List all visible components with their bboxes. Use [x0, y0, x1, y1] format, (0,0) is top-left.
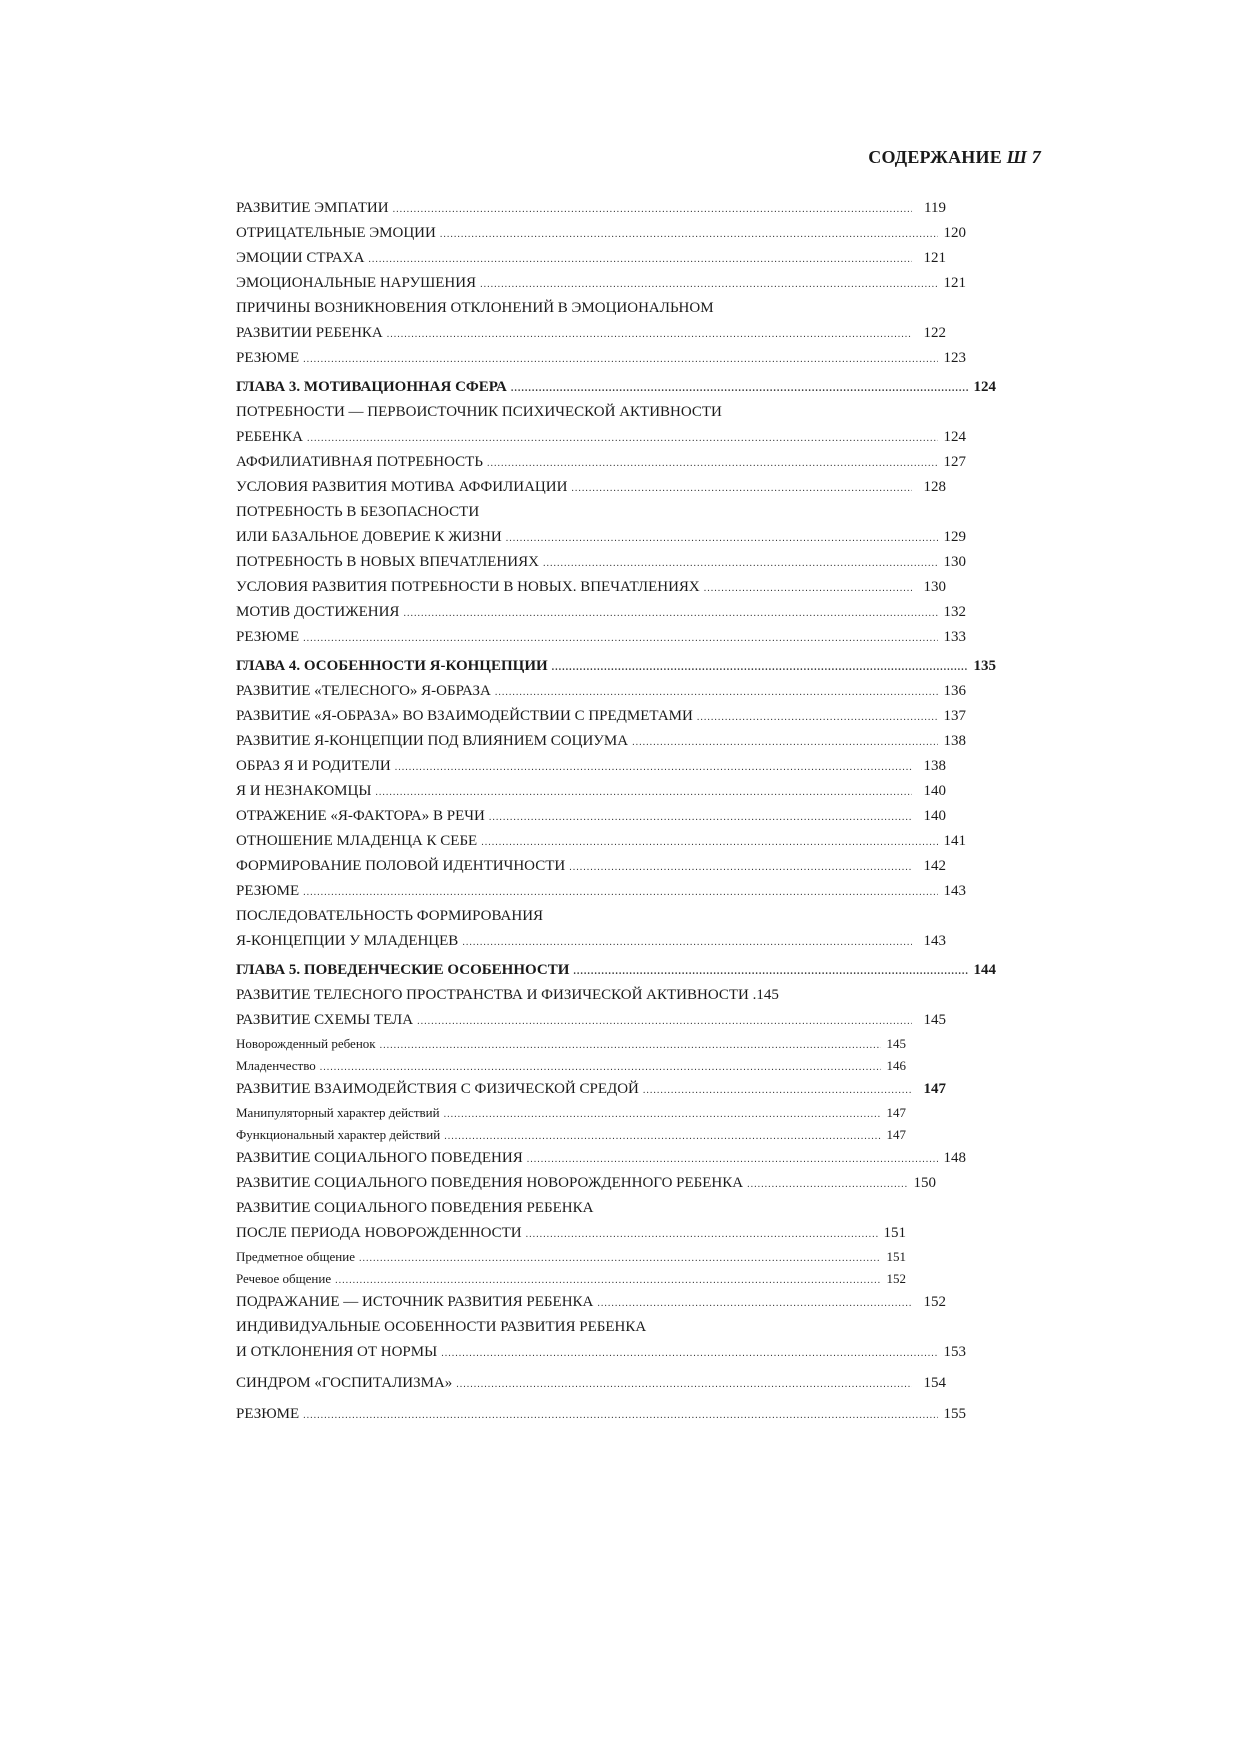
toc-entry: РАЗВИТИЕ «Я-ОБРАЗА» ВО ВЗАИМОДЕЙСТВИИ С ПРЕДМЕТАМИ ..... 137 — [236, 704, 966, 729]
toc-entry: ЭМОЦИОНАЛЬНЫЕ НАРУШЕНИЯ ..... 121 — [236, 271, 966, 296]
toc-subentry: Манипуляторный характер действий ..... 147 — [236, 1102, 906, 1124]
toc-entry: ОТНОШЕНИЕ МЛАДЕНЦА К СЕБЕ ..... 141 — [236, 829, 966, 854]
toc-entry: УСЛОВИЯ РАЗВИТИЯ МОТИВА АФФИЛИАЦИИ ..... 128 — [236, 475, 946, 500]
toc-entry: УСЛОВИЯ РАЗВИТИЯ ПОТРЕБНОСТИ В НОВЫХ. ВПЕЧАТЛЕНИЯХ ..... 130 — [236, 575, 946, 600]
toc-entry: РЕЗЮМЕ ..... 133 — [236, 625, 966, 650]
toc-entry: Я-КОНЦЕПЦИИ У МЛАДЕНЦЕВ ..... 143 — [236, 929, 946, 954]
toc-entry-line: РАЗВИТИЕ СОЦИАЛЬНОГО ПОВЕДЕНИЯ РЕБЕНКА — [236, 1200, 594, 1216]
toc-entry-line: ПРИЧИНЫ ВОЗНИКНОВЕНИЯ ОТКЛОНЕНИЙ В ЭМОЦИОНАЛЬНОМ — [236, 300, 714, 316]
toc-entry-line: ПОТРЕБНОСТИ — ПЕРВОИСТОЧНИК ПСИХИЧЕСКОЙ АКТИВНОСТИ — [236, 404, 722, 420]
toc-entry: РАЗВИТИЕ СХЕМЫ ТЕЛА ..... 145 — [236, 1008, 946, 1033]
table-of-contents — [236, 196, 996, 1427]
toc-chapter: ГЛАВА 5. ПОВЕДЕНЧЕСКИЕ ОСОБЕННОСТИ ..... 144 — [236, 958, 996, 983]
toc-entry: ПОСЛЕ ПЕРИОДА НОВОРОЖДЕННОСТИ ..... 151 — [236, 1221, 906, 1246]
toc-entry: ИЛИ БАЗАЛЬНОЕ ДОВЕРИЕ К ЖИЗНИ ..... 129 — [236, 525, 966, 550]
running-header — [868, 147, 1041, 168]
toc-entry: РАЗВИТИЕ СОЦИАЛЬНОГО ПОВЕДЕНИЯ НОВОРОЖДЕННОГО РЕБЕНКА ..... 150 — [236, 1171, 936, 1196]
toc-entry: РЕЗЮМЕ ..... 123 — [236, 346, 966, 371]
toc-subentry: Младенчество ..... 146 — [236, 1055, 906, 1077]
toc-entry: РАЗВИТИИ РЕБЕНКА ..... 122 — [236, 321, 946, 346]
toc-subentry: Функциональный характер действий ..... 147 — [236, 1124, 906, 1146]
toc-entry: РЕБЕНКА ..... 124 — [236, 425, 966, 450]
toc-subentry: Предметное общение ..... 151 — [236, 1246, 906, 1268]
toc-entry: Я И НЕЗНАКОМЦЫ ..... 140 — [236, 779, 946, 804]
toc-entry-line: ПОСЛЕДОВАТЕЛЬНОСТЬ ФОРМИРОВАНИЯ — [236, 908, 544, 924]
toc-entry-line: РАЗВИТИЕ ТЕЛЕСНОГО ПРОСТРАНСТВА И ФИЗИЧЕСКОЙ АКТИВНОСТИ .145 — [236, 987, 779, 1003]
toc-entry: СИНДРОМ «ГОСПИТАЛИЗМА» ..... 154 — [236, 1371, 946, 1396]
toc-entry: РАЗВИТИЕ «ТЕЛЕСНОГО» Я-ОБРАЗА ..... 136 — [236, 679, 966, 704]
toc-entry: ФОРМИРОВАНИЕ ПОЛОВОЙ ИДЕНТИЧНОСТИ ..... 142 — [236, 854, 946, 879]
header-page-marker: Ш 7 — [1006, 147, 1041, 167]
toc-entry: ОБРАЗ Я И РОДИТЕЛИ ..... 138 — [236, 754, 946, 779]
toc-entry-line: ИНДИВИДУАЛЬНЫЕ ОСОБЕННОСТИ РАЗВИТИЯ РЕБЕНКА — [236, 1319, 647, 1335]
toc-entry: РЕЗЮМЕ ..... 143 — [236, 879, 966, 904]
toc-entry: РАЗВИТИЕ СОЦИАЛЬНОГО ПОВЕДЕНИЯ ..... 148 — [236, 1146, 966, 1171]
toc-entry: ПОДРАЖАНИЕ — ИСТОЧНИК РАЗВИТИЯ РЕБЕНКА ..... 152 — [236, 1290, 946, 1315]
toc-entry: РАЗВИТИЕ ЭМПАТИИ ..... 119 — [236, 196, 946, 221]
toc-entry: РАЗВИТИЕ Я-КОНЦЕПЦИИ ПОД ВЛИЯНИЕМ СОЦИУМА ..... 138 — [236, 729, 966, 754]
toc-entry-line: ПОТРЕБНОСТЬ В БЕЗОПАСНОСТИ — [236, 504, 480, 520]
toc-entry: ЭМОЦИИ СТРАХА ..... 121 — [236, 246, 946, 271]
toc-entry: И ОТКЛОНЕНИЯ ОТ НОРМЫ ..... 153 — [236, 1340, 966, 1365]
toc-entry: ОТРАЖЕНИЕ «Я-ФАКТОРА» В РЕЧИ ..... 140 — [236, 804, 946, 829]
toc-chapter: ГЛАВА 4. ОСОБЕННОСТИ Я-КОНЦЕПЦИИ ..... 135 — [236, 654, 996, 679]
toc-entry: РАЗВИТИЕ ВЗАИМОДЕЙСТВИЯ С ФИЗИЧЕСКОЙ СРЕДОЙ ..... 147 — [236, 1077, 946, 1102]
toc-entry: РЕЗЮМЕ ..... 155 — [236, 1402, 966, 1427]
toc-entry: ПОТРЕБНОСТЬ В НОВЫХ ВПЕЧАТЛЕНИЯХ ..... 130 — [236, 550, 966, 575]
toc-subentry: Речевое общение ..... 152 — [236, 1268, 906, 1290]
toc-chapter: ГЛАВА 3. МОТИВАЦИОННАЯ СФЕРА ..... 124 — [236, 375, 996, 400]
toc-entry: АФФИЛИАТИВНАЯ ПОТРЕБНОСТЬ ..... 127 — [236, 450, 966, 475]
toc-entry: МОТИВ ДОСТИЖЕНИЯ ..... 132 — [236, 600, 966, 625]
header-title: СОДЕРЖАНИЕ — [868, 147, 1002, 167]
toc-subentry: Новорожденный ребенок ..... 145 — [236, 1033, 906, 1055]
toc-entry: ОТРИЦАТЕЛЬНЫЕ ЭМОЦИИ ..... 120 — [236, 221, 966, 246]
